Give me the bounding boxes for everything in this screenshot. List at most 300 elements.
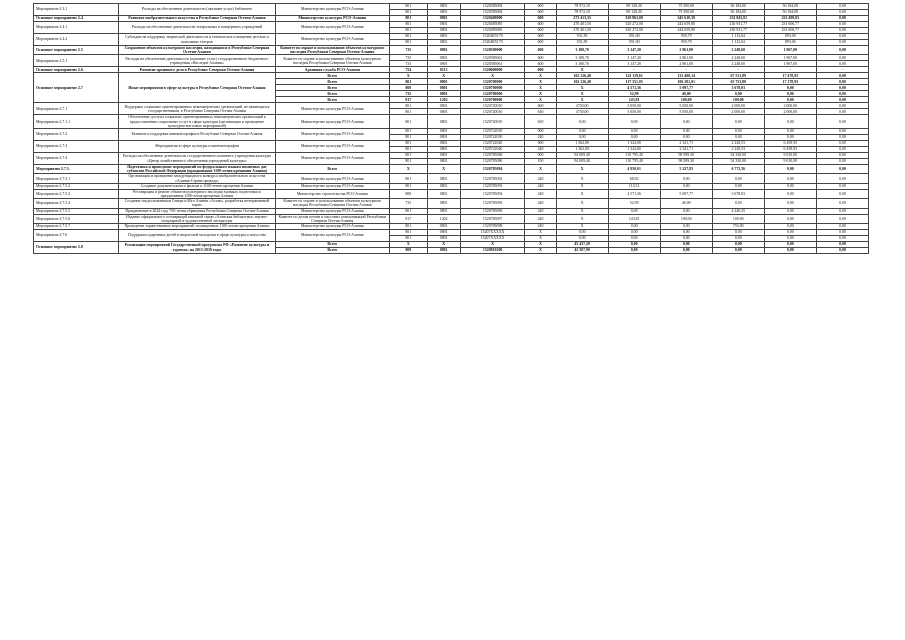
amount-cell: 5 050,00 [660,103,712,109]
amount-cell: 3 147,20 [608,61,660,67]
amount-cell: 3 147,20 [608,55,660,61]
grbs-code: 808 [390,248,427,254]
section-code: 0801 [427,79,460,85]
amount-cell: 0,00 [816,22,868,28]
section-code: 0801 [427,40,460,46]
amount-cell: 0,00 [712,174,764,183]
activity-name: Сохранение объектов культурного наследия, находящихся в Республике Северная Осетия-Алания [119,46,275,55]
amount-cell: 100,00 [712,97,764,103]
amount-cell: 950,79 [660,34,712,40]
amount-cell: 68,82 [608,174,660,183]
expense-type-code: X [525,97,556,103]
amount-cell: 0,00 [764,91,816,97]
amount-cell: 0,00 [660,224,712,230]
amount-cell: 56 184,00 [712,10,764,16]
executor-name: Комитет по охране и использованию объектов культурного наследия Республики Северная Осетия-Алания [275,55,390,67]
grbs-code: 801 [390,147,427,153]
amount-cell: - [764,67,816,73]
expense-type-code: 240 [525,208,556,214]
section-code: 0801 [427,189,460,198]
activity-name: Поддержка одаренных детей и творческой молодежи в сфере культуры и искусства [119,230,275,242]
amount-cell: 1 362,00 [556,147,608,153]
amount-cell: 1 112,04 [712,34,764,40]
amount-cell: - [712,67,764,73]
amount-cell: 0,00 [816,46,868,55]
amount-cell: 117 351,05 [608,79,660,85]
expense-type-code: 240 [525,147,556,153]
table-row [34,46,869,55]
table-row [34,115,869,129]
amount-cell: 6 458,93 [764,141,816,147]
amount-cell: 78 972,10 [556,4,608,10]
activity-name: Мероприятия в сфере культуры и кинематографии [119,141,275,153]
amount-cell: 3 147,20 [608,46,660,55]
target-article-code: 1520785093 [460,183,525,189]
amount-cell: 0,00 [764,214,816,223]
activity-name: Расходы на обеспечение деятельности (оказание услуг) библиотек [119,4,275,16]
grbs-code: 801 [390,230,427,236]
activity-name: Расходы на обеспечение деятельности театральных и концертных учреждений [119,22,275,34]
amount-cell: 0,00 [764,230,816,236]
amount-cell: 56 184,00 [764,4,816,10]
amount-cell: 94 009,40 [556,159,608,165]
amount-cell: 232 843,81 [712,16,764,22]
amount-cell: 0,00 [556,236,608,242]
executor-name: Министерство культуры РСО-Алания [275,16,390,22]
amount-cell: 0,00 [816,159,868,165]
expense-type-code: 600 [525,4,556,10]
amount-cell: X [556,97,608,103]
amount-cell: 1 362,00 [556,141,608,147]
amount-cell: 2 861,00 [660,55,712,61]
amount-cell: 100,00 [712,214,764,223]
amount-cell: 0,00 [764,115,816,129]
target-article-code: 15207XXXXX [460,236,525,242]
amount-cell: 0,00 [660,236,712,242]
amount-cell: X [556,199,608,208]
amount-cell: 0,00 [660,242,712,248]
expense-type-code: 240 [525,189,556,198]
amount-cell: 106 281,01 [660,79,712,85]
expense-type-code: 600 [525,34,556,40]
amount-cell: 0,00 [608,129,660,135]
amount-cell: X [556,174,608,183]
amount-cell: 2 341,71 [660,147,712,153]
executor-name: Министерство культуры РСО-Алания [275,4,390,16]
grbs-code: 801 [390,159,427,165]
section-code: 0801 [427,10,460,16]
executor-name: Министерство культуры РСО-Алания [275,129,390,141]
target-article-code: 1520785098 [460,224,525,230]
expense-type-code: 600 [525,61,556,67]
expense-type-code: 000 [525,153,556,159]
grbs-code: 801 [390,28,427,34]
amount-cell: 0,00 [556,230,608,236]
amount-cell: 40,00 [660,199,712,208]
amount-cell: 0,00 [816,103,868,109]
activity-name: Издание официального сотоварищей книжной серии «Аланская библиотека» научно-популярной и художественной литературы [119,214,275,223]
amount-cell: 45 437,20 [556,242,608,248]
amount-cell: 75 500,00 [660,4,712,10]
activity-code: Мероприятие 2.7.3 [34,141,119,153]
amount-cell: 0,00 [556,115,608,129]
amount-cell: 0,00 [816,208,868,214]
amount-cell: 0,00 [712,242,764,248]
executor-name: Всего [275,248,390,254]
expense-type-code: X [525,91,556,97]
expense-type-code: X [525,165,556,174]
amount-cell: 0,00 [816,115,868,129]
amount-cell: 98 589,30 [660,159,712,165]
amount-cell: 2 000,00 [712,103,764,109]
section-code: 1202 [427,214,460,223]
amount-cell: 110 795,40 [608,159,660,165]
section-code: 0801 [427,174,460,183]
amount-cell: 133 408,14 [660,73,712,79]
target-article-code: 1520485085 [460,22,525,28]
activity-name: Организация и проведение международного конкурса изобразительного искусства «Алания-Страна прихода» [119,174,275,183]
amount-cell: 0,00 [660,129,712,135]
executor-name: Всего [275,73,390,79]
activity-name: Празднование в 2024 году 700-летия обращения Республики Северная Осетия-Алания [119,208,275,214]
amount-cell: 0,00 [764,183,816,189]
amount-cell: 320 272,00 [608,22,660,28]
section-code: 0801 [427,248,460,254]
grbs-code: 735 [390,46,427,55]
target-article-code: 1520785097 [460,214,525,223]
amount-cell: X [556,183,608,189]
amount-cell: 9 010,00 [764,153,816,159]
expense-type-code: X [525,85,556,91]
activity-code: Мероприятие 2.7.5.6 [34,214,119,223]
amount-cell: 52,99 [608,199,660,208]
target-article-code: 1520400000 [460,16,525,22]
section-code: 1202 [427,97,460,103]
amount-cell: 9 010,00 [764,159,816,165]
amount-cell: 0,00 [712,115,764,129]
grbs-code: 735 [390,91,427,97]
section-code: 0801 [427,28,460,34]
amount-cell: X [556,214,608,223]
amount-cell: 270 401,50 [556,22,608,28]
target-article-code: 1520600000 [460,67,525,73]
executor-name: Всего [275,165,390,174]
expense-type-code: X [525,79,556,85]
amount-cell: 2 000,00 [764,103,816,109]
activity-name: Расходы на обеспечение деятельности государственного казенного учреждения культуры «Центр хозяйственного обеспечения учреждений культуры» [119,153,275,165]
section-code: 0801 [427,85,460,91]
expense-type-code: X [525,248,556,254]
section-code: 0801 [427,16,460,22]
target-article-code: 1520720010 [460,103,525,109]
amount-cell: 5 050,00 [608,103,660,109]
grbs-code: X [390,242,427,248]
table-row [34,165,869,174]
grbs-code: X [390,165,427,174]
executor-name: Министерство культуры РСО-Алания [275,153,390,165]
target-article-code: 1520785094 [460,189,525,198]
amount-cell: 1 967,00 [764,61,816,67]
amount-cell: 591,00 [608,34,660,40]
amount-cell: 0,00 [816,147,868,153]
amount-cell: 0,00 [556,129,608,135]
amount-cell: 5 050,00 [660,109,712,115]
amount-cell: 0,00 [764,208,816,214]
amount-cell: 40,00 [660,91,712,97]
amount-cell: 17 178,93 [764,79,816,85]
section-code: 0801 [427,135,460,141]
grbs-code: 801 [390,183,427,189]
amount-cell: 230 931,77 [712,22,764,28]
amount-cell: 75 500,00 [660,10,712,16]
amount-cell: 0,00 [816,230,868,236]
amount-cell: 244 659,80 [660,28,712,34]
target-article-code: 1520385084 [460,4,525,10]
grbs-code: 808 [390,189,427,198]
activity-code: Мероприятие 2.7.5.2 [34,183,119,189]
amount-cell: 0,00 [764,199,816,208]
activity-code: Мероприятие 2.7.5.5 [34,208,119,214]
expense-type-code: 600 [525,28,556,34]
executor-name: Всего [275,85,390,91]
amount-cell: 4 571,56 [608,85,660,91]
grbs-code: 801 [390,208,427,214]
amount-cell: 0,00 [816,28,868,34]
amount-cell: 0,00 [816,236,868,242]
amount-cell: 591,00 [608,40,660,46]
executor-name: Всего [275,91,390,97]
amount-cell: 0,00 [816,79,868,85]
amount-cell: 0,00 [712,199,764,208]
section-code: 0801 [427,153,460,159]
activity-name: Создание свода памятников Севера и Юга Алании «Асхан», разработка интерактивной карты [119,199,275,208]
amount-cell: 113,51 [608,183,660,189]
grbs-code: 754 [390,67,427,73]
amount-cell: 0,00 [816,199,868,208]
target-article-code: X [460,73,525,79]
grbs-code: X [390,73,427,79]
table-row [34,199,869,208]
amount-cell: 54 330,00 [712,159,764,165]
target-article-code: 1520700000 [460,97,525,103]
section-code: X [427,165,460,174]
grbs-code: 801 [390,115,427,129]
section-code: 0801 [427,22,460,28]
expense-type-code: 240 [525,183,556,189]
activity-code: Мероприятие 2.7.5.7 [34,224,119,230]
amount-cell: 0,00 [764,248,816,254]
grbs-code: 801 [390,40,427,46]
expense-type-code: 000 [525,129,556,135]
target-article-code: 1520700000 [460,91,525,97]
section-code: 0801 [427,46,460,55]
target-article-code: 15204R5170 [460,34,525,40]
grbs-code: 735 [390,61,427,67]
executor-name: Министерство строительства РСО-Алания [275,189,390,198]
section-code: 0801 [427,183,460,189]
amount-cell: 244 659,80 [660,22,712,28]
grbs-code: 735 [390,55,427,61]
amount-cell: 0,00 [816,34,868,40]
amount-cell: 0,00 [816,61,868,67]
amount-cell: 0,00 [660,248,712,254]
expense-type-code: X [525,230,556,236]
amount-cell: 5 097,77 [660,189,712,198]
amount-cell: 893,06 [764,40,816,46]
expense-type-code: 240 [525,214,556,223]
table-row [34,174,869,183]
amount-cell: 0,00 [660,183,712,189]
executor-name: Комитет по делам печати и массовых коммуникаций Республики Северная Осетия-Алания [275,214,390,223]
amount-cell: 0,00 [660,208,712,214]
expense-type-code: 240 [525,224,556,230]
activity-code: Мероприятие 2.3.1 [34,4,119,16]
section-code: 0801 [427,103,460,109]
amount-cell: 67 531,89 [712,73,764,79]
amount-cell: 0,00 [816,40,868,46]
expense-type-code: 600 [525,10,556,16]
amount-cell: 0,00 [816,141,868,147]
target-article-code: 1520700000 [460,85,525,91]
grbs-code: 801 [390,174,427,183]
executor-name: Министерство культуры РСО-Алания [275,115,390,129]
amount-cell: 3 180,70 [556,61,608,67]
amount-cell: 0,00 [608,115,660,129]
activity-name: Обеспечение доступа социально ориентированных некоммерческих организаций к предоставлению социальных услуг в сфере культуры (организация и проведение культурно-массовых мероприятий) [119,115,275,129]
expense-type-code: 600 [525,16,556,22]
amount-cell: X [556,224,608,230]
amount-cell: 4 240,35 [712,208,764,214]
amount-cell: 231 606,77 [764,22,816,28]
grbs-code: 801 [390,129,427,135]
section-code: 0801 [427,115,460,129]
section-code: 0801 [427,55,460,61]
amount-cell: 2 341,71 [660,141,712,147]
executor-name: Министерство культуры РСО-Алания [275,103,390,115]
target-article-code: 1520700000 [460,79,525,85]
amount-cell: 0,00 [608,242,660,248]
activity-name: Подготовка и проведение мероприятий по федеральным планам памятных дат субъектов Российской Федерации (празднование 1100-летия крещения Алании) [119,165,275,174]
amount-cell: 0,00 [556,135,608,141]
expense-type-code: 630 [525,109,556,115]
target-article-code: 1520385084 [460,10,525,16]
amount-cell: 17 478,93 [764,73,816,79]
amount-cell: 0,00 [608,224,660,230]
amount-cell: 0,00 [764,236,816,242]
executor-name: Министерство культуры РСО-Алания [275,224,390,230]
expense-type-code: X [525,73,556,79]
section-code: X [427,242,460,248]
budget-table [33,3,869,254]
section-code: 0113 [427,67,460,73]
section-code: 0801 [427,159,460,165]
amount-cell: 231 606,77 [764,28,816,34]
target-article-code: 1520722030 [460,135,525,141]
target-article-code: 1520722040 [460,147,525,153]
amount-cell: 0,00 [712,129,764,135]
amount-cell: 230 931,77 [712,28,764,34]
amount-cell: 0,00 [764,129,816,135]
amount-cell: 1 967,00 [764,46,816,55]
section-code: 0801 [427,4,460,10]
grbs-code: 817 [390,97,427,103]
amount-cell: 4 571,56 [608,189,660,198]
amount-cell: 1 324,00 [608,147,660,153]
activity-name: Создание документального фильма к 1100-летию крещения Алании [119,183,275,189]
amount-cell: 0,00 [816,85,868,91]
executor-name: Министерство культуры РСО-Алания [275,22,390,34]
amount-cell: 0,00 [660,230,712,236]
activity-code: Мероприятие 2.7.1.1 [34,115,119,129]
grbs-code: 801 [390,34,427,40]
amount-cell: X [556,85,608,91]
grbs-code: 735 [390,199,427,208]
expense-type-code: 600 [525,55,556,61]
amount-cell: 2 000,00 [712,109,764,115]
activity-code: Мероприятие 2.7.4 [34,153,119,165]
amount-cell: 0,00 [816,91,868,97]
expense-type-code: 630 [525,115,556,129]
expense-type-code: 240 [525,174,556,183]
amount-cell: 320 863,00 [608,16,660,22]
amount-cell: 0,00 [816,248,868,254]
amount-cell: - [660,67,712,73]
target-article-code: 1520585061 [460,55,525,61]
amount-cell: 232 499,83 [764,16,816,22]
amount-cell: 102 126,40 [556,79,608,85]
amount-cell: 102 126,40 [556,73,608,79]
target-article-code: 1520810200 [460,248,525,254]
activity-code: Мероприятие 2.5.1 [34,55,119,67]
target-article-code: 1520785094 [460,165,525,174]
expense-type-code: 600 [525,40,556,46]
amount-cell: 42 507,90 [556,248,608,254]
grbs-code: 801 [390,236,427,242]
amount-cell: 56 184,00 [764,10,816,16]
grbs-code: 808 [390,85,427,91]
table-row [34,189,869,198]
amount-cell: 0,00 [816,10,868,16]
activity-code: Основное мероприятие 2.7 [34,73,119,103]
grbs-code: 801 [390,10,427,16]
executor-name: Всего [275,97,390,103]
target-article-code: 1520722040 [460,141,525,147]
executor-name: Министерство культуры РСО-Алания [275,208,390,214]
target-article-code: 1520785095 [460,199,525,208]
grbs-code: 801 [390,79,427,85]
executor-name: Министерство культуры РСО-Алания [275,230,390,242]
activity-code: Основное мероприятие 2.6. [34,67,119,73]
grbs-code: 801 [390,224,427,230]
executor-name: Министерство культуры РСО-Алания [275,174,390,183]
amount-cell: 54 330,00 [712,153,764,159]
amount-cell: 270 401,50 [556,28,608,34]
amount-cell: 0,00 [816,129,868,135]
amount-cell: 5 227,83 [660,165,712,174]
amount-cell: 3 180,70 [556,55,608,61]
activity-name: Субсидии на поддержку творческой деятельности и техническое оснащение детских и кукольных театров [119,34,275,46]
amount-cell: 0,00 [712,91,764,97]
amount-cell: 893,06 [764,34,816,40]
activity-name: Иные мероприятия в сфере культуры в Республике Северная Осетия-Алания [119,73,275,103]
activity-code: Мероприятие 2.7.5. [34,165,119,174]
amount-cell: 0,00 [660,115,712,129]
amount-cell: 1 324,00 [608,141,660,147]
amount-cell: 0,00 [764,242,816,248]
activity-code: Мероприятие 2.7.5.1 [34,174,119,183]
amount-cell: 3 180,70 [556,46,608,55]
amount-cell: 0,00 [608,135,660,141]
